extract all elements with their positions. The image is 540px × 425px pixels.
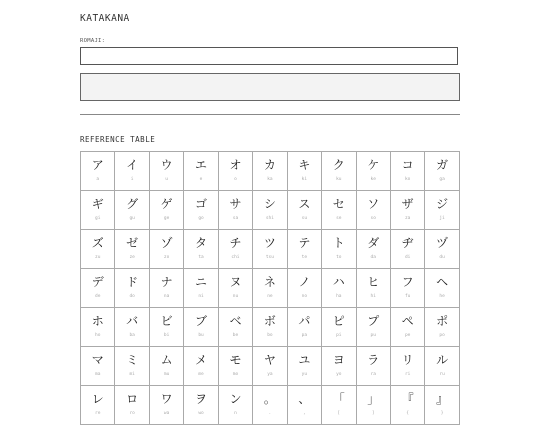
kana-cell[interactable] [322,386,356,425]
kana-cell[interactable] [288,308,322,347]
kana-cell[interactable] [425,152,459,191]
kana-romaji: ge [163,216,170,221]
reference-table [80,151,460,425]
kana-romaji: nu [232,294,239,299]
kana-cell[interactable] [219,152,253,191]
kana-cell[interactable] [253,308,287,347]
kana-character: ギ [91,197,104,211]
kana-character: バ [126,314,139,328]
kana-romaji: na [163,294,170,299]
kana-cell[interactable] [253,386,287,425]
kana-character: モ [229,353,242,367]
kana-cell[interactable] [184,269,218,308]
kana-character: フ [401,275,414,289]
kana-cell[interactable] [357,269,391,308]
kana-cell[interactable] [81,308,115,347]
kana-romaji: mu [163,372,170,377]
kana-cell[interactable] [184,308,218,347]
kana-romaji: wo [198,411,204,416]
kana-cell[interactable] [425,191,459,230]
kana-romaji: so [370,216,376,221]
kana-romaji: pa [301,333,308,338]
kana-character: ソ [367,197,380,211]
kana-romaji: to [336,255,342,260]
kana-character: カ [263,158,276,172]
kana-character: オ [229,158,242,172]
kana-cell[interactable] [219,191,253,230]
kana-character: リ [401,353,414,367]
kana-cell[interactable] [391,386,425,425]
kana-cell[interactable] [115,386,149,425]
kana-character: ド [126,275,139,289]
kana-romaji: ba [129,333,135,338]
divider [80,114,460,115]
kana-character: ナ [160,275,173,289]
kana-character: ケ [367,158,380,172]
kana-romaji: pi [336,333,342,338]
kana-character: ス [298,197,311,211]
kana-character: メ [195,353,208,367]
kana-romaji: ki [301,177,308,182]
kana-cell[interactable] [391,191,425,230]
kana-romaji: ri [404,372,411,377]
kana-character: セ [332,197,345,211]
kana-romaji: se [336,216,342,221]
kana-character: シ [263,197,276,211]
kana-romaji: no [301,294,308,299]
kana-romaji: pu [370,333,376,338]
kana-romaji: ka [267,177,273,182]
kana-character: ヨ [332,353,345,367]
kana-cell[interactable] [81,191,115,230]
kana-romaji: gu [129,216,135,221]
kana-character: ヤ [263,353,276,367]
kana-romaji: bo [267,333,273,338]
kana-character: ベ [229,314,242,328]
kana-cell[interactable] [357,308,391,347]
kana-romaji: mo [232,372,239,377]
kana-romaji: wa [163,411,170,416]
kana-romaji: me [198,372,204,377]
kana-cell[interactable] [322,230,356,269]
kana-character: 』 [436,392,449,406]
kana-character: エ [195,158,208,172]
kana-character: ロ [126,392,139,406]
kana-character: ヲ [195,392,208,406]
kana-romaji: n [234,411,237,416]
kana-character: 」 [367,392,380,406]
kana-cell[interactable] [184,230,218,269]
kana-character: ピ [332,314,345,328]
kana-character: ゼ [126,236,139,250]
kana-cell[interactable] [184,347,218,386]
kana-cell[interactable] [115,347,149,386]
kana-romaji: yo [336,372,342,377]
kana-romaji: mi [129,372,135,377]
kana-cell[interactable] [150,230,184,269]
kana-cell[interactable] [219,347,253,386]
kana-character: キ [298,158,311,172]
kana-romaji: go [198,216,204,221]
kana-romaji: ga [439,177,445,182]
kana-romaji: ni [198,294,204,299]
kana-romaji: fu [404,294,411,299]
kana-cell[interactable] [391,152,425,191]
kana-romaji: be [232,333,239,338]
kana-romaji: a [96,177,100,182]
kana-cell[interactable] [184,191,218,230]
kana-romaji: de [95,294,101,299]
kana-cell[interactable] [322,269,356,308]
kana-romaji: te [301,255,308,260]
kana-romaji: u [165,177,168,182]
kana-romaji: ra [370,372,376,377]
kana-romaji: ho [95,333,101,338]
kana-romaji: ha [336,294,342,299]
kana-cell[interactable] [81,230,115,269]
kana-cell[interactable] [391,347,425,386]
kana-cell[interactable] [115,152,149,191]
kana-cell[interactable] [288,269,322,308]
kana-character: ダ [367,236,380,250]
kana-romaji: ji [439,216,445,221]
kana-romaji: ro [129,411,135,416]
kana-character: テ [298,236,311,250]
page-title: KATAKANA [80,13,130,24]
kana-character: ヒ [367,275,380,289]
kana-romaji: do [129,294,135,299]
kana-romaji: su [301,216,308,221]
kana-character: プ [367,314,380,328]
kana-romaji: ta [198,255,204,260]
kana-character: コ [401,158,414,172]
kana-character: ジ [436,197,449,211]
kana-romaji: ] [371,411,375,416]
kana-romaji: , [302,411,306,416]
kana-romaji: bi [163,333,170,338]
kana-cell[interactable] [184,386,218,425]
kana-romaji: po [439,333,445,338]
kana-character: ホ [91,314,104,328]
kana-character: イ [126,158,139,172]
kana-cell[interactable] [253,269,287,308]
kana-character: ミ [126,353,139,367]
kana-character: ヘ [436,275,449,289]
table-row [81,308,460,347]
kana-cell[interactable] [81,347,115,386]
kana-cell[interactable] [288,191,322,230]
kana-character: ノ [298,275,311,289]
kana-cell[interactable] [288,386,322,425]
kana-romaji: { [406,411,410,416]
kana-cell[interactable] [219,386,253,425]
kana-romaji: chi [231,255,240,260]
kana-character: ビ [160,314,173,328]
kana-cell[interactable] [425,386,459,425]
kana-cell[interactable] [425,308,459,347]
kana-character: ブ [195,314,208,328]
kana-character: パ [298,314,311,328]
kana-cell[interactable] [253,152,287,191]
kana-character: ネ [263,275,276,289]
kana-cell[interactable] [391,269,425,308]
kana-romaji: shi [265,216,274,221]
kana-romaji: du [439,255,445,260]
kana-romaji: zo [163,255,170,260]
kana-romaji: ze [129,255,135,260]
kana-character: ヅ [436,236,449,250]
kana-cell[interactable] [184,152,218,191]
kana-character: ム [160,353,173,367]
kana-romaji: bu [198,333,204,338]
kana-romaji: ya [267,372,273,377]
kana-character: デ [91,275,104,289]
kana-character: グ [126,197,139,211]
kana-cell[interactable] [219,308,253,347]
kana-character: ゾ [160,236,173,250]
kana-cell[interactable] [357,230,391,269]
kana-romaji: he [439,294,445,299]
kana-cell[interactable] [322,308,356,347]
kana-romaji: yu [301,372,308,377]
kana-romaji: e [199,177,203,182]
kana-romaji: ko [404,177,411,182]
kana-romaji: gi [95,216,101,221]
kana-character: ヂ [401,236,414,250]
kana-character: 「 [332,392,345,406]
kana-cell[interactable] [425,347,459,386]
kana-cell[interactable] [81,152,115,191]
kana-cell[interactable] [219,269,253,308]
kana-character: ゴ [195,197,208,211]
kana-character: ン [229,392,242,406]
kana-cell[interactable] [253,191,287,230]
kana-romaji: [ [337,411,341,416]
kana-character: チ [229,236,242,250]
table-row [81,191,460,230]
kana-romaji: pe [404,333,411,338]
kana-romaji: di [404,255,411,260]
kana-romaji: . [268,411,272,416]
table-row [81,152,460,191]
kana-romaji: da [370,255,376,260]
kana-character: ユ [298,353,311,367]
kana-cell[interactable] [150,269,184,308]
kana-romaji: ne [267,294,273,299]
kana-romaji: ke [370,177,376,182]
kana-cell[interactable] [322,152,356,191]
kana-character: ク [332,158,345,172]
kana-romaji: hi [370,294,376,299]
kana-character: ト [332,236,345,250]
kana-romaji: i [130,177,134,182]
kana-cell[interactable] [425,230,459,269]
kana-cell[interactable] [150,347,184,386]
kana-cell[interactable] [253,230,287,269]
romaji-input[interactable] [80,47,458,65]
kana-character: ハ [332,275,345,289]
kana-character: ポ [436,314,449,328]
kana-cell[interactable] [391,230,425,269]
kana-cell[interactable] [425,269,459,308]
kana-character: 。 [263,392,276,406]
kana-character: ワ [160,392,173,406]
kana-cell[interactable] [150,191,184,230]
kana-character: タ [195,236,208,250]
kana-character: ウ [160,158,173,172]
kana-cell[interactable] [357,191,391,230]
table-row [81,230,460,269]
kana-cell[interactable] [288,230,322,269]
kana-character: ズ [91,236,104,250]
kana-cell[interactable] [322,347,356,386]
kana-character: サ [229,197,242,211]
katakana-output-box [80,73,460,101]
kana-character: ル [436,353,449,367]
kana-character: ガ [436,158,449,172]
kana-cell[interactable] [150,152,184,191]
kana-character: ボ [263,314,276,328]
kana-romaji: ku [336,177,342,182]
table-row [81,347,460,386]
kana-romaji: ma [95,372,101,377]
kana-romaji: re [95,411,101,416]
kana-cell[interactable] [322,191,356,230]
reference-table-heading: REFERENCE TABLE [80,135,156,144]
kana-romaji: za [404,216,411,221]
kana-cell[interactable] [150,386,184,425]
kana-character: ラ [367,353,380,367]
kana-romaji: tsu [265,255,274,260]
table-row [81,269,460,308]
table-row [81,386,460,425]
kana-cell[interactable] [115,191,149,230]
kana-cell[interactable] [81,269,115,308]
kana-character: ゲ [160,197,173,211]
kana-character: ニ [195,275,208,289]
kana-cell[interactable] [357,386,391,425]
kana-character: 『 [401,392,414,406]
kana-character: レ [91,392,104,406]
kana-character: ア [91,158,104,172]
kana-character: 、 [298,392,311,406]
romaji-label: ROMAJI: [80,38,106,44]
kana-cell[interactable] [391,308,425,347]
kana-romaji: } [440,411,444,416]
kana-cell[interactable] [253,347,287,386]
kana-cell[interactable] [357,347,391,386]
kana-character: ツ [263,236,276,250]
kana-romaji: zu [95,255,101,260]
kana-cell[interactable] [150,308,184,347]
kana-cell[interactable] [288,347,322,386]
kana-cell[interactable] [357,152,391,191]
kana-romaji: o [234,177,237,182]
kana-character: ヌ [229,275,242,289]
kana-cell[interactable] [115,308,149,347]
kana-romaji: ru [439,372,445,377]
kana-romaji: sa [232,216,239,221]
kana-cell[interactable] [115,230,149,269]
kana-character: マ [91,353,104,367]
kana-cell[interactable] [288,152,322,191]
kana-cell[interactable] [115,269,149,308]
kana-cell[interactable] [219,230,253,269]
kana-character: ザ [401,197,414,211]
kana-cell[interactable] [81,386,115,425]
kana-character: ペ [401,314,414,328]
